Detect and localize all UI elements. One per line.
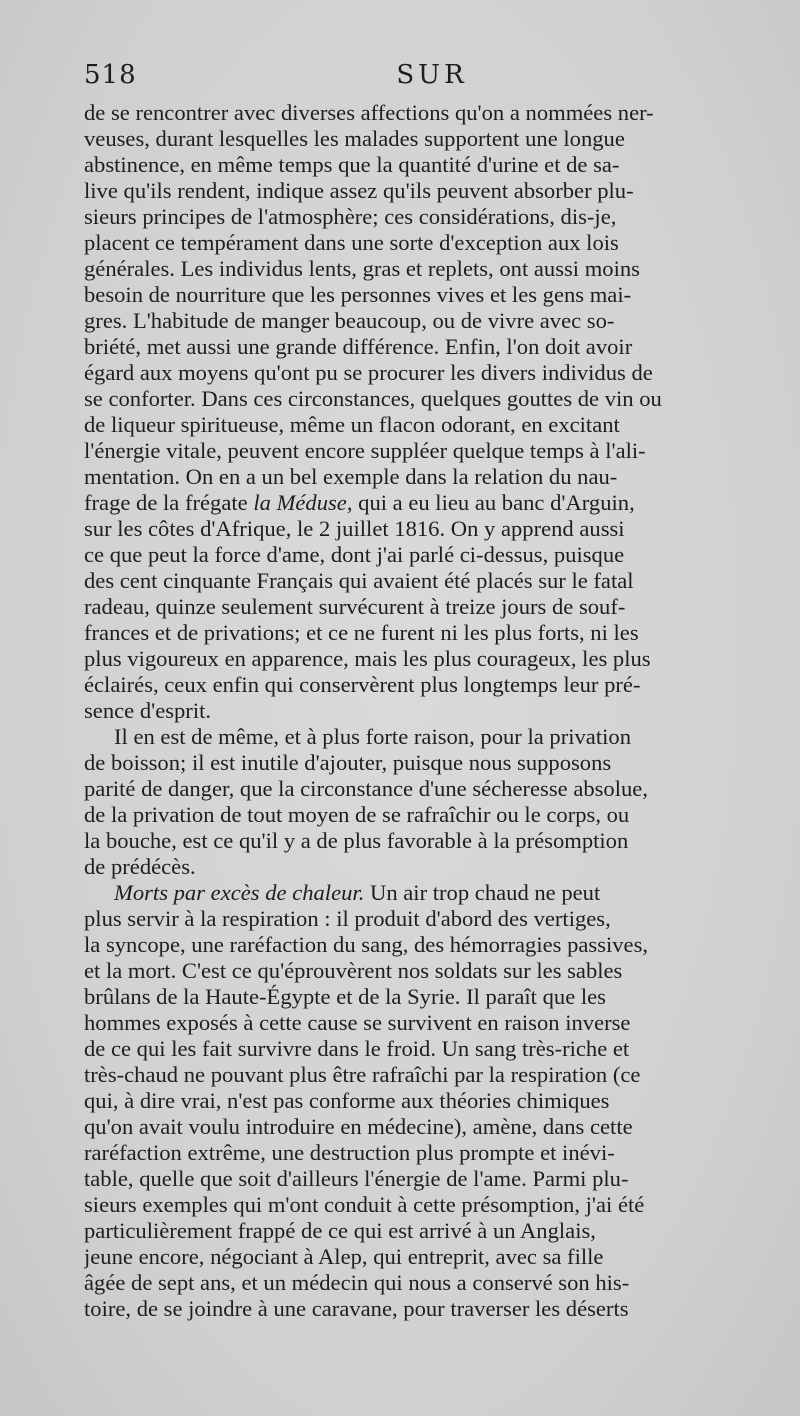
text-segment: live qu'ils rendent, indique assez qu'ils peuvent absorber plu- [84, 178, 634, 203]
text-line [84, 828, 780, 854]
text-segment: placent ce tempérament dans une sorte d'exception aux lois [84, 230, 619, 255]
text-segment: hommes exposés à cette cause se survivent en raison inverse [84, 1010, 631, 1035]
text-segment: sieurs principes de l'atmosphère; ces considérations, dis-je, [84, 204, 617, 229]
text-line [84, 1062, 780, 1088]
text-segment: des cent cinquante Français qui avaient été placés sur le fatal [84, 568, 634, 593]
text-line [84, 334, 780, 360]
text-line [84, 802, 780, 828]
text-segment: ce que peut la force d'ame, dont j'ai parlé ci-dessus, puisque [84, 542, 625, 567]
text-line [84, 594, 780, 620]
text-segment: briété, met aussi une grande différence. Enfin, l'on doit avoir [84, 334, 633, 359]
text-segment: besoin de nourriture que les personnes vives et les gens mai- [84, 282, 632, 307]
text-segment: éclairés, ceux enfin qui conservèrent plus longtemps leur pré- [84, 672, 641, 697]
text-segment: se conforter. Dans ces circonstances, quelques gouttes de vin ou [84, 386, 662, 411]
text-line [84, 1218, 780, 1244]
text-segment: mentation. On en a un bel exemple dans la relation du nau- [84, 464, 618, 489]
text-segment: de liqueur spiritueuse, même un flacon odorant, en excitant [84, 412, 620, 437]
text-segment: âgée de sept ans, et un médecin qui nous a conservé son his- [84, 1270, 630, 1295]
text-line [84, 672, 780, 698]
text-line [84, 308, 780, 334]
text-segment: frances et de privations; et ce ne furent ni les plus forts, ni les [84, 620, 639, 645]
text-segment: très-chaud ne pouvant plus être rafraîchi par la respiration (ce [84, 1062, 641, 1087]
text-line [84, 1166, 780, 1192]
text-line [84, 880, 780, 906]
text-segment: , qui a eu lieu au banc d'Arguin, [346, 490, 635, 515]
text-line [84, 1270, 780, 1296]
body-text [84, 100, 780, 1322]
text-segment: frage de la frégate [84, 490, 254, 515]
text-segment: Il en est de même, et à plus forte raison, pour la privation [114, 724, 631, 749]
text-line [84, 1088, 780, 1114]
text-segment: abstinence, en même temps que la quantité d'urine et de sa- [84, 152, 620, 177]
text-segment: qu'on avait voulu introduire en médecine), amène, dans cette [84, 1114, 633, 1139]
text-line [84, 516, 780, 542]
text-segment: de prédécès. [84, 854, 196, 879]
text-line [84, 698, 780, 724]
text-segment: de boisson; il est inutile d'ajouter, puisque nous supposons [84, 750, 612, 775]
text-line [84, 1140, 780, 1166]
text-segment: gres. L'habitude de manger beaucoup, ou de vivre avec so- [84, 308, 615, 333]
text-segment: et la mort. C'est ce qu'éprouvèrent nos soldats sur les sables [84, 958, 623, 983]
text-segment: plus servir à la respiration : il produit d'abord des vertiges, [84, 906, 611, 931]
text-segment: de ce qui les fait survivre dans le froid. Un sang très-riche et [84, 1036, 630, 1061]
text-line [84, 906, 780, 932]
text-segment: jeune encore, négociant à Alep, qui entreprit, avec sa fille [84, 1244, 604, 1269]
text-segment: de se rencontrer avec diverses affections qu'on a nommées ner- [84, 100, 654, 125]
text-segment: particulièrement frappé de ce qui est arrivé à un Anglais, [84, 1218, 596, 1243]
text-segment: la syncope, une raréfaction du sang, des hémorragies passives, [84, 932, 649, 957]
text-segment: toire, de se joindre à une caravane, pour traverser les déserts [84, 1296, 629, 1321]
text-line [84, 1114, 780, 1140]
text-line [84, 1010, 780, 1036]
page-number: 518 [84, 60, 137, 90]
text-line [84, 204, 780, 230]
text-segment: Un air trop chaud ne peut [364, 880, 601, 905]
text-line [84, 568, 780, 594]
text-segment: générales. Les individus lents, gras et replets, ont aussi moins [84, 256, 640, 281]
text-line [84, 360, 780, 386]
text-segment: parité de danger, que la circonstance d'une sécheresse absolue, [84, 776, 648, 801]
text-line [84, 178, 780, 204]
text-line [84, 490, 780, 516]
text-line [84, 958, 780, 984]
text-segment: la bouche, est ce qu'il y a de plus favorable à la présomption [84, 828, 629, 853]
text-segment: de la privation de tout moyen de se rafraîchir ou le corps, ou [84, 802, 630, 827]
text-line [84, 620, 780, 646]
text-line [84, 984, 780, 1010]
text-segment: sieurs exemples qui m'ont conduit à cette présomption, j'ai été [84, 1192, 645, 1217]
running-head [84, 60, 780, 94]
text-line [84, 542, 780, 568]
text-line [84, 464, 780, 490]
text-line [84, 1296, 780, 1322]
text-line [84, 386, 780, 412]
text-line [84, 282, 780, 308]
text-line [84, 152, 780, 178]
text-line [84, 646, 780, 672]
text-line [84, 412, 780, 438]
text-segment: sur les côtes d'Afrique, le 2 juillet 1816. On y apprend aussi [84, 516, 625, 541]
text-line [84, 776, 780, 802]
italic-text: Morts par excès de chaleur. [114, 880, 365, 905]
text-line [84, 854, 780, 880]
text-line [84, 256, 780, 282]
text-line [84, 932, 780, 958]
text-segment: table, quelle que soit d'ailleurs l'énergie de l'ame. Parmi plu- [84, 1166, 629, 1191]
text-segment: raréfaction extrême, une destruction plus prompte et inévi- [84, 1140, 615, 1165]
text-segment: égard aux moyens qu'ont pu se procurer les divers individus de [84, 360, 653, 385]
text-line [84, 126, 780, 152]
running-title: SUR [396, 60, 468, 90]
text-segment: radeau, quinze seulement survécurent à treize jours de souf- [84, 594, 626, 619]
text-segment: veuses, durant lesquelles les malades supportent une longue [84, 126, 625, 151]
text-line [84, 750, 780, 776]
text-segment: l'énergie vitale, peuvent encore suppléer quelque temps à l'ali- [84, 438, 646, 463]
text-line [84, 230, 780, 256]
text-segment: qui, à dire vrai, n'est pas conforme aux théories chimiques [84, 1088, 610, 1113]
text-line [84, 438, 780, 464]
italic-text: la Méduse [253, 490, 347, 515]
text-segment: sence d'esprit. [84, 698, 212, 723]
text-line [84, 1244, 780, 1270]
text-line [84, 1192, 780, 1218]
text-segment: brûlans de la Haute-Égypte et de la Syrie. Il paraît que les [84, 984, 606, 1009]
text-line [84, 100, 780, 126]
text-segment: plus vigoureux en apparence, mais les plus courageux, les plus [84, 646, 651, 671]
text-line [84, 724, 780, 750]
text-line [84, 1036, 780, 1062]
